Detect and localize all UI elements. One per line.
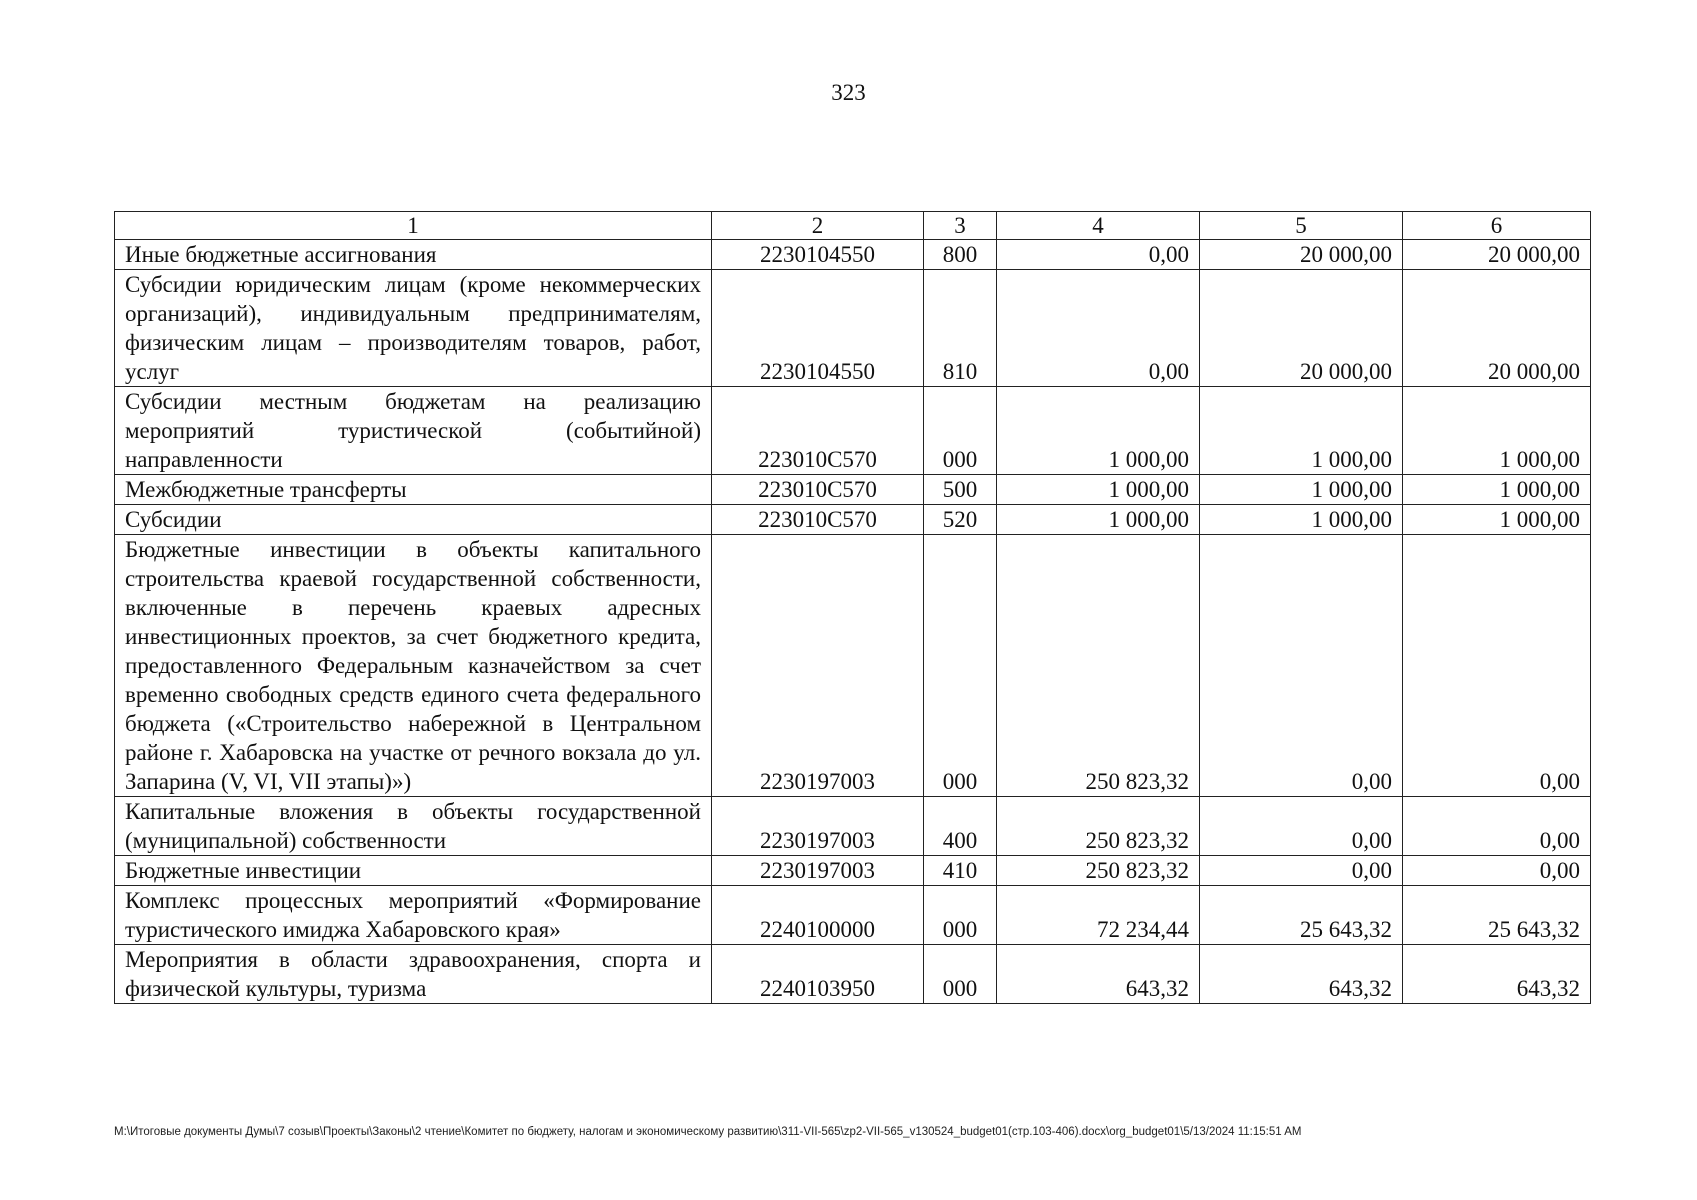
column-header: 6 (1403, 212, 1591, 240)
expense-type-code: 410 (924, 856, 997, 886)
amount-col6: 20 000,00 (1403, 240, 1591, 270)
amount-col4: 1 000,00 (997, 505, 1200, 535)
expense-type-code: 800 (924, 240, 997, 270)
amount-col6: 1 000,00 (1403, 475, 1591, 505)
table-row (115, 270, 1591, 387)
target-article-code: 2230104550 (712, 270, 924, 387)
expense-type-code: 000 (924, 387, 997, 475)
target-article-code: 2230197003 (712, 797, 924, 856)
row-name: Бюджетные инвестиции (115, 856, 712, 886)
document-file-path: M:\Итоговые документы Думы\7 созыв\Проекты\Законы\2 чтение\Комитет по бюджету, налогам и экономическому развитию\311-VII-565\zp2-VII-565_v130524_budget01(стр.103-406).docx\org_budget01\5/13/2024 11:15:51 AM (114, 1126, 1302, 1138)
row-name: Капитальные вложения в объекты государственной (муниципальной) собственности (115, 797, 712, 856)
table-row (115, 945, 1591, 1004)
target-article-code: 223010С570 (712, 387, 924, 475)
target-article-code: 2230197003 (712, 856, 924, 886)
amount-col4: 250 823,32 (997, 797, 1200, 856)
table-row (115, 856, 1591, 886)
expense-type-code: 000 (924, 945, 997, 1004)
target-article-code: 2230104550 (712, 240, 924, 270)
row-name: Субсидии (115, 505, 712, 535)
amount-col6: 0,00 (1403, 535, 1591, 797)
amount-col6: 1 000,00 (1403, 387, 1591, 475)
page-number: 323 (831, 80, 866, 105)
budget-table (114, 211, 1591, 1004)
expense-type-code: 000 (924, 886, 997, 945)
column-header: 3 (924, 212, 997, 240)
target-article-code: 2230197003 (712, 535, 924, 797)
target-article-code: 223010С570 (712, 475, 924, 505)
row-name: Бюджетные инвестиции в объекты капитального строительства краевой государственной собственности, включенные в перечень краевых адресных инвестиционных проектов, за счет бюджетного кредита, предоставленного Федеральным казначейством за счет временно свободных средств единого счета федерального бюджета («Строительство набережной в Центральном районе г. Хабаровска на участке от речного вокзала до ул. Запарина (V, VI, VII этапы)») (115, 535, 712, 797)
table-row (115, 475, 1591, 505)
table-header-row (115, 212, 1591, 240)
row-name: Комплекс процессных мероприятий «Формирование туристического имиджа Хабаровского края» (115, 886, 712, 945)
table-row (115, 387, 1591, 475)
row-name: Мероприятия в области здравоохранения, спорта и физической культуры, туризма (115, 945, 712, 1004)
row-name: Межбюджетные трансферты (115, 475, 712, 505)
column-header: 2 (712, 212, 924, 240)
table-row (115, 886, 1591, 945)
expense-type-code: 000 (924, 535, 997, 797)
amount-col5: 1 000,00 (1200, 505, 1403, 535)
amount-col4: 0,00 (997, 240, 1200, 270)
expense-type-code: 500 (924, 475, 997, 505)
target-article-code: 2240103950 (712, 945, 924, 1004)
target-article-code: 223010С570 (712, 505, 924, 535)
amount-col5: 0,00 (1200, 856, 1403, 886)
row-name: Субсидии юридическим лицам (кроме некоммерческих организаций), индивидуальным предпринимателям, физическим лицам – производителям товаров, работ, услуг (115, 270, 712, 387)
amount-col4: 1 000,00 (997, 475, 1200, 505)
amount-col4: 250 823,32 (997, 535, 1200, 797)
amount-col4: 72 234,44 (997, 886, 1200, 945)
row-name: Иные бюджетные ассигнования (115, 240, 712, 270)
amount-col5: 20 000,00 (1200, 270, 1403, 387)
amount-col4: 250 823,32 (997, 856, 1200, 886)
amount-col4: 1 000,00 (997, 387, 1200, 475)
amount-col5: 1 000,00 (1200, 387, 1403, 475)
amount-col6: 25 643,32 (1403, 886, 1591, 945)
amount-col6: 20 000,00 (1403, 270, 1591, 387)
column-header: 1 (115, 212, 712, 240)
amount-col6: 643,32 (1403, 945, 1591, 1004)
amount-col5: 0,00 (1200, 535, 1403, 797)
amount-col5: 1 000,00 (1200, 475, 1403, 505)
amount-col6: 0,00 (1403, 856, 1591, 886)
amount-col5: 20 000,00 (1200, 240, 1403, 270)
amount-col4: 643,32 (997, 945, 1200, 1004)
table-row (115, 240, 1591, 270)
amount-col5: 643,32 (1200, 945, 1403, 1004)
expense-type-code: 400 (924, 797, 997, 856)
amount-col5: 25 643,32 (1200, 886, 1403, 945)
row-name: Субсидии местным бюджетам на реализацию мероприятий туристической (событийной) направленности (115, 387, 712, 475)
target-article-code: 2240100000 (712, 886, 924, 945)
amount-col6: 1 000,00 (1403, 505, 1591, 535)
column-header: 4 (997, 212, 1200, 240)
amount-col6: 0,00 (1403, 797, 1591, 856)
table-row (115, 535, 1591, 797)
table-row (115, 797, 1591, 856)
column-header: 5 (1200, 212, 1403, 240)
amount-col4: 0,00 (997, 270, 1200, 387)
expense-type-code: 520 (924, 505, 997, 535)
expense-type-code: 810 (924, 270, 997, 387)
amount-col5: 0,00 (1200, 797, 1403, 856)
table-row (115, 505, 1591, 535)
